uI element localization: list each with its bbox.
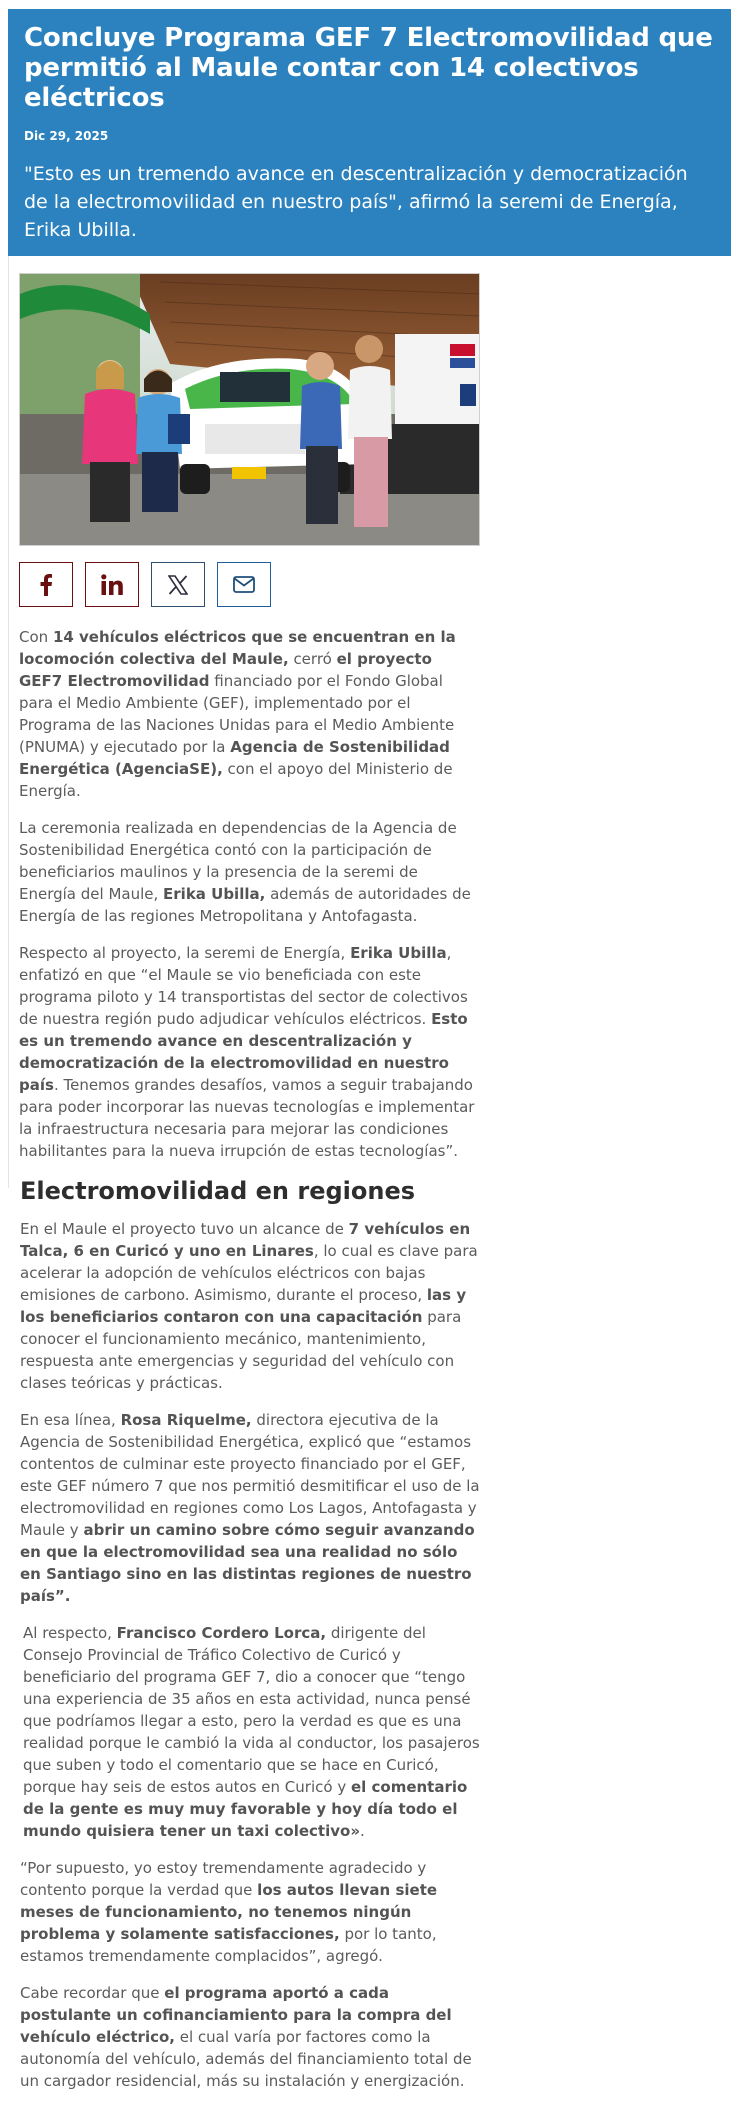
share-x-button[interactable]	[151, 562, 205, 607]
text-run: con el apoyo del Ministerio de Energía.	[19, 760, 453, 800]
body-paragraph	[19, 626, 479, 802]
section-paragraph	[20, 1857, 480, 1967]
bold-text: Rosa Riquelme,	[120, 1411, 252, 1429]
x-icon	[168, 575, 188, 595]
text-run: por lo tanto, estamos tremendamente complacidos”, agregó.	[20, 1925, 437, 1965]
text-run: Respecto al proyecto, la seremi de Energía,	[19, 944, 351, 962]
bold-text: abrir un camino sobre cómo seguir avanzando en que la electromovilidad sea una realidad no sólo en Santiago sino en las distintas regiones de nuestro país”.	[20, 1521, 475, 1605]
text-run: Al respecto,	[23, 1624, 117, 1642]
bold-text: Erika Ubilla	[350, 944, 447, 962]
text-run: En esa línea,	[20, 1411, 121, 1429]
text-run: La ceremonia realizada en dependencias de la Agencia de Sostenibilidad Energética contó con la participación de beneficiarios maulinos y la presencia de la seremi de Energía del Maule,	[19, 819, 457, 903]
bold-text: las y los beneficiarios contaron con una capacitación	[20, 1286, 467, 1326]
text-run: “Por supuesto, yo estoy tremendamente agradecido y contento porque la verdad que	[20, 1859, 427, 1899]
share-facebook-button[interactable]	[19, 562, 73, 607]
text-run: financiado por el Fondo Global para el Medio Ambiente (GEF), implementado por el Programa de las Naciones Unidas para el Medio Ambiente (PNUMA) y ejecutado por la	[19, 672, 455, 756]
facebook-icon	[38, 574, 54, 596]
text-run: En el Maule el proyecto tuvo un alcance de	[20, 1220, 349, 1238]
text-run: el cual varía por factores como la autonomía del vehículo, además del financiamiento total de un cargador residencial, más su instalación y energización.	[20, 2028, 472, 2090]
section-heading: Electromovilidad en regiones	[20, 1177, 416, 1205]
bold-text: los autos llevan siete meses de funcionamiento, no tenemos ningún problema y solamente satisfacciones,	[20, 1881, 438, 1943]
text-run: cerró	[288, 650, 337, 668]
section-paragraph	[23, 1622, 480, 1842]
bold-text: el programa aportó a cada postulante un cofinanciamiento para la compra del vehículo eléctrico,	[20, 1984, 452, 2046]
bold-text: el comentario de la gente es muy muy favorable y hoy día todo el mundo quisiera tener un taxi colectivo»	[23, 1778, 468, 1840]
article-title: Concluye Programa GEF 7 Electromovilidad que permitió al Maule contar con 14 colectivos eléctricos	[24, 23, 713, 113]
bold-text: Francisco Cordero Lorca,	[116, 1624, 327, 1642]
text-run: además de autoridades de Energía de las regiones Metropolitana y Antofagasta.	[19, 885, 471, 925]
share-email-button[interactable]	[217, 562, 271, 607]
share-bar	[19, 562, 271, 607]
publish-date: Dic 29, 2025	[24, 129, 109, 143]
text-run: Cabe recordar que	[20, 1984, 165, 2002]
section-paragraph	[20, 1218, 480, 1394]
bold-text: el proyecto GEF7 Electromovilidad	[19, 650, 432, 690]
bold-text: Agencia de Sostenibilidad Energética (AgenciaSE),	[19, 738, 450, 778]
text-run: Con	[19, 628, 53, 646]
bold-text: Erika Ubilla,	[163, 885, 266, 903]
text-run: .	[360, 1822, 365, 1840]
article-body	[19, 626, 479, 1177]
section-paragraph	[20, 1982, 480, 2092]
text-run: , enfatizó en que “el Maule se vio beneficiada con este programa piloto y 14 transportistas del sector de colectivos de nuestra región pudo adjudicar vehículos eléctricos.	[19, 944, 468, 1028]
section-electromovilidad	[20, 1176, 480, 2107]
article-header	[8, 9, 731, 256]
photo-illustration	[20, 274, 480, 546]
mail-icon	[233, 576, 255, 593]
column-divider	[8, 256, 9, 1188]
article-lead: "Esto es un tremendo avance en descentralización y democratización de la electromovilidad en nuestro país", afirmó la seremi de Energía, Erika Ubilla.	[24, 163, 688, 241]
body-paragraph	[19, 817, 479, 927]
text-run: , lo cual es clave para acelerar la adopción de vehículos eléctricos con bajas emisiones de carbono. Asimismo, durante el proceso,	[20, 1242, 478, 1304]
text-run: . Tenemos grandes desafíos, vamos a seguir trabajando para poder incorporar las nuevas tecnologías e implementar la infraestructura necesaria para mejorar las condiciones habilitantes para la nueva irrupción de estas tecnologías”.	[19, 1076, 475, 1160]
bold-text: Esto es un tremendo avance en descentralización y democratización de la electromovilidad en nuestro país	[19, 1010, 468, 1094]
body-paragraph	[19, 942, 479, 1162]
bold-text: 14 vehículos eléctricos que se encuentran en la locomoción colectiva del Maule,	[19, 628, 456, 668]
linkedin-icon	[101, 574, 123, 595]
text-run: dirigente del Consejo Provincial de Tráfico Colectivo de Curicó y beneficiario del programa GEF 7, dio a conocer que “tengo una experiencia de 35 años en esta actividad, nunca pensé que podríamos llegar a esto, pero la verdad es que es una realidad porque le cambió la vida al conductor, los pasajeros que suben y todo el comentario que se hace en Curicó, porque hay seis de estos autos en Curicó y	[23, 1624, 480, 1796]
text-run: para conocer el funcionamiento mecánico, mantenimiento, respuesta ante emergencias y seguridad del vehículo con clases teóricas y prácticas.	[20, 1308, 462, 1392]
share-linkedin-button[interactable]	[85, 562, 139, 607]
text-run: directora ejecutiva de la Agencia de Sostenibilidad Energética, explicó que “estamos contentos de culminar este proyecto financiado por el GEF, este GEF número 7 que nos permitió desmitificar el uso de la electromovilidad en regiones como Los Lagos, Antofagasta y Maule y	[20, 1411, 480, 1539]
section-paragraph	[20, 1409, 480, 1607]
article-photo	[19, 273, 480, 546]
bold-text: 7 vehículos en Talca, 6 en Curicó y uno en Linares	[20, 1220, 471, 1260]
